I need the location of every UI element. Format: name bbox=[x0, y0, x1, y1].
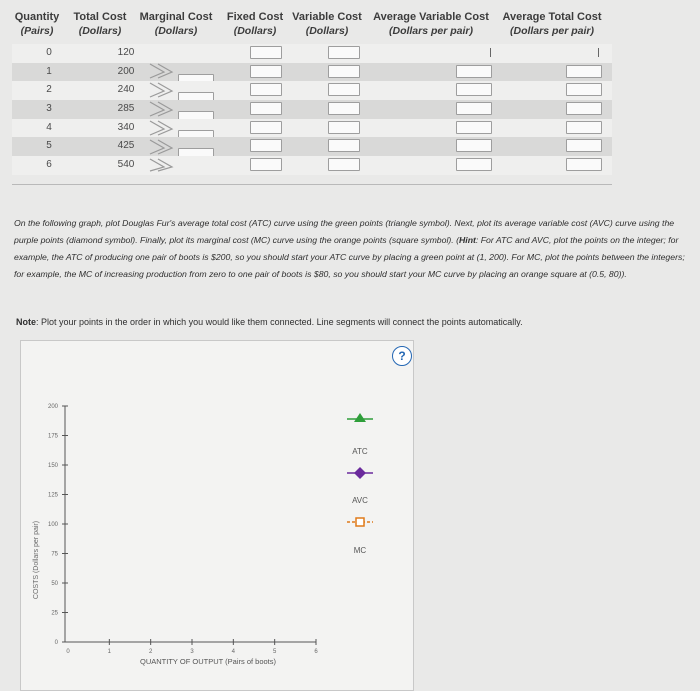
total-cost-cell: 285 bbox=[117, 103, 135, 115]
fixed-cost-input[interactable] bbox=[250, 121, 282, 134]
x-tick-label: 6 bbox=[314, 649, 318, 655]
quantity-cell: 4 bbox=[46, 121, 52, 133]
fixed-cost-input[interactable] bbox=[250, 139, 282, 152]
plot-note: Note: Plot your points in the order in which you would like them connected. Line segments will connect the points automatically. bbox=[16, 317, 523, 327]
x-tick-label: 0 bbox=[66, 649, 70, 655]
avc-diamond-tool[interactable] bbox=[347, 467, 373, 479]
table-row bbox=[12, 100, 612, 119]
avc-input[interactable] bbox=[456, 139, 492, 152]
header-marginal-cost: Marginal Cost (Dollars) bbox=[139, 11, 213, 37]
header-average-total-cost: Average Total Cost (Dollars per pair) bbox=[502, 11, 602, 37]
table-body bbox=[12, 44, 612, 175]
quantity-cell: 3 bbox=[46, 103, 52, 115]
y-axis-label: COSTS (Dollars per pair) bbox=[33, 520, 40, 600]
x-tick-label: 5 bbox=[272, 649, 277, 655]
table-row bbox=[12, 63, 612, 82]
variable-cost-input[interactable] bbox=[328, 102, 360, 115]
graph-instructions: On the following graph, plot Douglas Fur's average total cost (ATC) curve using the green points (triangle symbol). Next, plot its average variable cost (AVC) curve using the purple points (diamond symbol). Finally, plot its marginal cost (MC) curve using the orange points (square symbol). (Hint: For ATC and AVC, plot the points on the integer; for example, the ATC of producing one pair of boots is $200, so you should start your ATC curve by placing a green point at (1, 200). For MC, plot the points between the integers; for example, the MC of increasing production from zero to one pair of boots is $80, so you should start your MC curve by placing an orange square at (0.5, 80)). bbox=[14, 218, 685, 279]
variable-cost-input[interactable] bbox=[328, 121, 360, 134]
hint-label: Hint bbox=[459, 235, 476, 245]
mc-square-tool[interactable] bbox=[347, 518, 373, 526]
y-tick-label: 125 bbox=[47, 492, 58, 499]
avc-na-dash bbox=[490, 48, 491, 57]
quantity-cell: 1 bbox=[46, 65, 52, 77]
avc-input[interactable] bbox=[456, 102, 492, 115]
variable-cost-input[interactable] bbox=[328, 139, 360, 152]
table-row bbox=[12, 119, 612, 138]
x-tick-label: 2 bbox=[148, 649, 153, 655]
total-cost-cell: 200 bbox=[117, 65, 135, 77]
x-ticks bbox=[66, 639, 318, 655]
x-tick-label: 3 bbox=[190, 649, 194, 655]
total-cost-cell: 240 bbox=[117, 84, 135, 96]
avc-input[interactable] bbox=[456, 121, 492, 134]
marginal-cost-chevrons bbox=[146, 62, 186, 172]
x-axis-label: QUANTITY OF OUTPUT (Pairs of boots) bbox=[140, 657, 276, 666]
y-tick-label: 200 bbox=[47, 404, 58, 410]
quantity-cell: 5 bbox=[46, 140, 52, 152]
legend-avc-label: AVC bbox=[352, 496, 368, 505]
quantity-cell: 0 bbox=[46, 47, 52, 58]
atc-input[interactable] bbox=[566, 65, 602, 78]
avc-input[interactable] bbox=[456, 83, 492, 96]
help-icon[interactable]: ? bbox=[392, 346, 412, 366]
x-tick-label: 1 bbox=[107, 649, 112, 655]
atc-input[interactable] bbox=[566, 102, 602, 115]
header-fixed-cost: Fixed Cost (Dollars) bbox=[226, 11, 284, 37]
fixed-cost-input[interactable] bbox=[250, 46, 282, 59]
fixed-cost-input[interactable] bbox=[250, 158, 282, 171]
table-row bbox=[12, 44, 612, 63]
header-quantity: Quantity (Pairs) bbox=[14, 11, 60, 37]
y-tick-label: 75 bbox=[51, 551, 58, 558]
y-tick-label: 175 bbox=[47, 433, 58, 440]
y-tick-label: 0 bbox=[54, 640, 58, 646]
fixed-cost-input[interactable] bbox=[250, 65, 282, 78]
atc-input[interactable] bbox=[566, 139, 602, 152]
atc-input[interactable] bbox=[566, 83, 602, 96]
atc-input[interactable] bbox=[566, 121, 602, 134]
fixed-cost-input[interactable] bbox=[250, 83, 282, 96]
header-variable-cost: Variable Cost (Dollars) bbox=[292, 11, 362, 37]
header-average-variable-cost: Average Variable Cost (Dollars per pair) bbox=[373, 11, 489, 37]
symbol-palette[interactable] bbox=[345, 411, 375, 531]
y-tick-label: 100 bbox=[47, 522, 58, 528]
table-bottom-rule bbox=[12, 184, 612, 185]
variable-cost-input[interactable] bbox=[328, 83, 360, 96]
total-cost-cell: 120 bbox=[117, 47, 135, 58]
atc-input[interactable] bbox=[566, 158, 602, 171]
total-cost-cell: 340 bbox=[117, 121, 135, 133]
y-tick-label: 25 bbox=[51, 610, 58, 617]
legend-mc-label: MC bbox=[353, 546, 367, 555]
y-tick-label: 50 bbox=[51, 581, 58, 587]
table-row bbox=[12, 137, 612, 156]
legend-atc-label: ATC bbox=[352, 447, 368, 456]
x-tick-label: 4 bbox=[231, 649, 236, 655]
variable-cost-input[interactable] bbox=[328, 65, 360, 78]
total-cost-cell: 425 bbox=[117, 140, 135, 152]
atc-triangle-tool[interactable] bbox=[347, 413, 373, 422]
variable-cost-input[interactable] bbox=[328, 46, 360, 59]
table-row bbox=[12, 81, 612, 100]
quantity-cell: 6 bbox=[46, 159, 52, 171]
quantity-cell: 2 bbox=[46, 84, 52, 96]
avc-input[interactable] bbox=[456, 65, 492, 78]
header-total-cost: Total Cost (Dollars) bbox=[73, 11, 127, 37]
total-cost-cell: 540 bbox=[117, 159, 135, 171]
atc-na-dash bbox=[598, 48, 599, 57]
variable-cost-input[interactable] bbox=[328, 158, 360, 171]
table-row bbox=[12, 156, 612, 175]
fixed-cost-input[interactable] bbox=[250, 102, 282, 115]
y-tick-label: 150 bbox=[47, 463, 58, 469]
avc-input[interactable] bbox=[456, 158, 492, 171]
